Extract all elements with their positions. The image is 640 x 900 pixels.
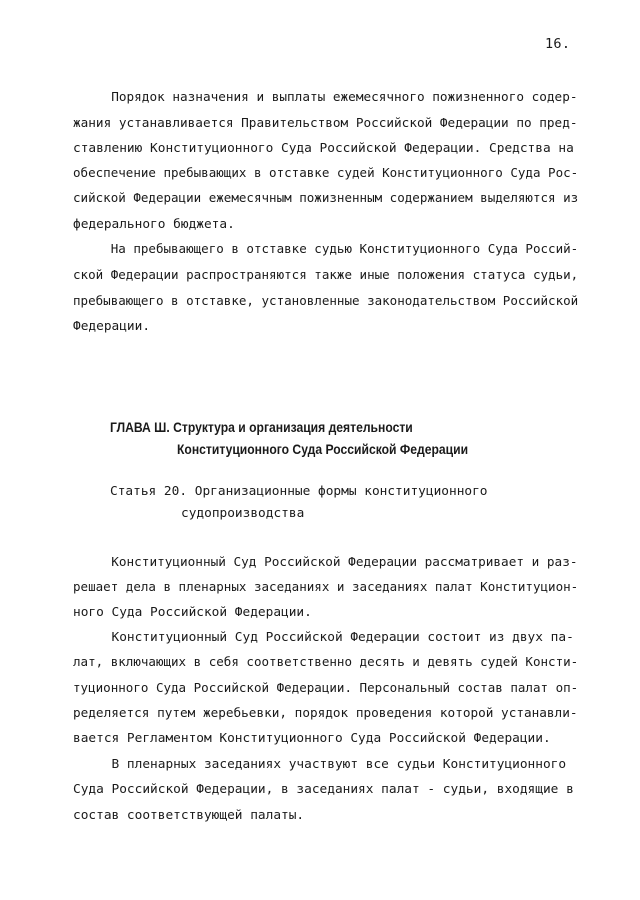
text-line: сийской Федерации ежемесячным пожизненным содержанием выделяются из (73, 191, 579, 206)
text-line: вается Регламентом Конституционного Суда Российской Федерации. (73, 731, 551, 746)
text-line: федерального бюджета. (73, 217, 235, 232)
text-line: Федерации. (73, 319, 151, 334)
text-line: ределяется путем жеребьевки, порядок проведения которой устанавли- (73, 706, 578, 721)
text-line: Конституционный Суд Российской Федерации рассматривает и раз- (73, 555, 578, 570)
text-line: ставлению Конституционного Суда Российской Федерации. Средства на (73, 141, 574, 156)
text-line: лат, включающих в себя соответственно десять и девять судей Консти- (73, 655, 579, 670)
text-line: На пребывающего в отставке судью Конституционного Суда Россий- (73, 242, 579, 257)
text-line: решает дела в пленарных заседаниях и заседаниях палат Конституцион- (73, 580, 579, 595)
text-line: Порядок назначения и выплаты ежемесячного пожизненного содер- (73, 90, 578, 105)
chapter-heading-line: Конституционного Суда Российской Федерации (177, 442, 469, 457)
article-heading-line: Статья 20. Организационные формы конституционного (110, 484, 488, 499)
text-line: В пленарных заседаниях участвуют все судьи Конституционного (73, 757, 567, 772)
text-line: ного Суда Российской Федерации. (73, 605, 312, 620)
text-line: Суда Российской Федерации, в заседаниях палат - судьи, входящие в (73, 782, 574, 797)
page-number: 16. (545, 36, 571, 52)
article-heading-line: судопроизводства (181, 506, 305, 521)
text-line: туционного Суда Российской Федерации. Персональный состав палат оп- (73, 681, 579, 696)
text-line: обеспечение пребывающих в отставке судей Конституционного Суда Рос- (73, 166, 579, 181)
text-line: ской Федерации распространяются также иные положения статуса судьи, (73, 268, 579, 283)
chapter-heading-line: ГЛАВА Ш. Структура и организация деятельности (110, 420, 413, 435)
text-line: жания устанавливается Правительством Российской Федерации по пред- (73, 116, 578, 131)
text-line: Конституционный Суд Российской Федерации состоит из двух па- (73, 630, 574, 645)
text-line: состав соответствующей палаты. (73, 808, 305, 823)
text-line: пребывающего в отставке, установленные законодательством Российской (73, 294, 579, 309)
